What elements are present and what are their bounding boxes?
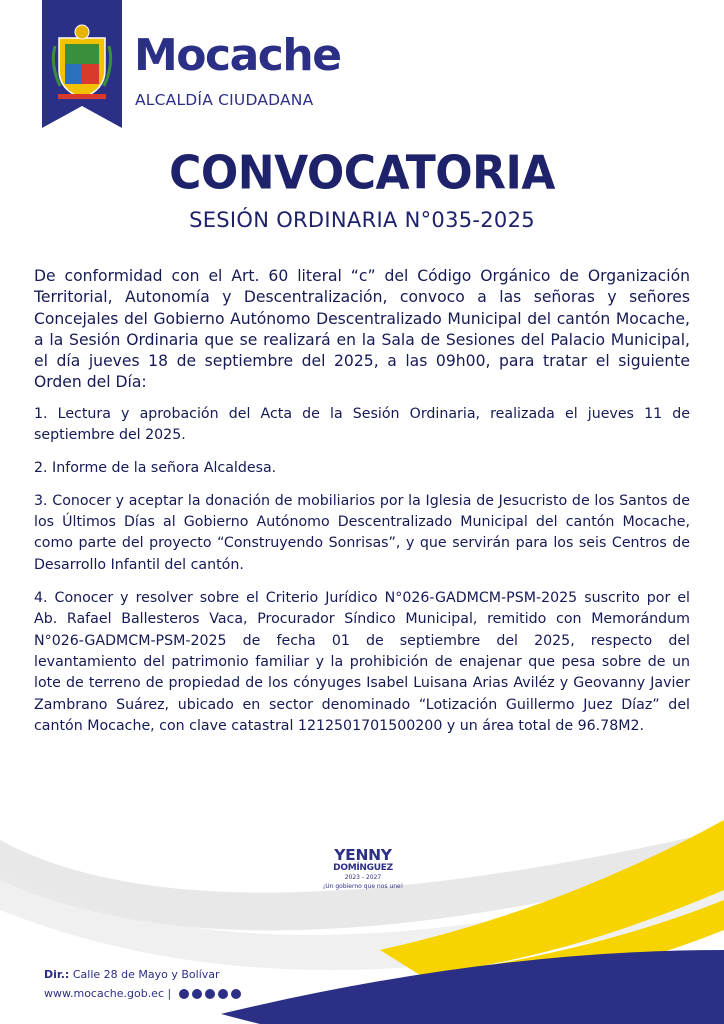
footer-separator: |: [167, 987, 172, 1000]
agenda-item: 4. Conocer y resolver sobre el Criterio Jurídico N°026-GADMCM-PSM-2025 suscrito por el Ab. Rafael Ballesteros Vaca, Procurador Síndico Municipal, remitido con Memorándum N°026-GADMCM-PSM-2025 de fecha 01 de septiembre del 2025, respecto del levantamiento del patrimonio familiar y la prohibición de enajenar que pesa sobre de un lote de terreno de propiedad de los cónyuges Isabel Luisana Arias Aviléz y Geovanny Javier Zambrano Suárez, ubicado en sector denominado “Lotización Guillermo Juez Díaz” del cantón Mocache, con clave catastral 1212501701500200 y un área total de 96.78M2.: [34, 590, 690, 734]
page-title: CONVOCATORIA: [169, 146, 555, 201]
signature-years: 2023 - 2027: [344, 874, 382, 881]
session-subtitle: SESIÓN ORDINARIA N°035-2025: [189, 208, 535, 232]
agenda-item: 2. Informe de la señora Alcaldesa.: [34, 459, 277, 476]
signature-surname: DOMÍNGUEZ: [333, 863, 393, 873]
intro-paragraph: De conformidad con el Art. 60 literal “c” del Código Orgánico de Organización Territorial, Autonomía y Descentralización, convoco a las señoras y señores Concejales del Gobierno Autónomo Descentralizado Municipal del cantón Mocache, a la Sesión Ordinaria que se realizará en la Sala de Sesiones del Palacio Municipal, el día jueves 18 de septiembre del 2025, a las 09h00, para tratar el siguiente Orden del Día:: [34, 267, 690, 392]
agenda-item: 3. Conocer y aceptar la donación de mobiliarios por la Iglesia de Jesucristo de los Santos de los Últimos Días al Gobierno Autónomo Descentralizado Municipal del cantón Mocache, como parte del proyecto “Construyendo Sonrisas”, y que servirán para los seis Centros de Desarrollo Infantil del cantón.: [34, 492, 690, 573]
footer-web: [44, 987, 241, 1000]
tiktok-icon[interactable]: [218, 989, 228, 999]
globe-icon[interactable]: [231, 989, 241, 999]
footer-address: [44, 968, 220, 981]
whatsapp-icon[interactable]: [192, 989, 202, 999]
instagram-icon[interactable]: [205, 989, 215, 999]
agenda-list: [34, 404, 690, 749]
agenda-item: 1. Lectura y aprobación del Acta de la Sesión Ordinaria, realizada el jueves 11 de septiembre del 2025.: [34, 406, 690, 444]
facebook-icon[interactable]: [179, 989, 189, 999]
brand-subtitle: ALCALDÍA CIUDADANA: [135, 91, 314, 109]
address-label: Dir.:: [44, 968, 70, 981]
signature-name: YENNY: [334, 846, 392, 864]
header-ribbon: [42, 0, 122, 128]
signature-logo: [318, 848, 408, 890]
website-link[interactable]: www.mocache.gob.ec: [44, 987, 165, 1000]
intro-section: [34, 266, 690, 394]
address-text: Calle 28 de Mayo y Bolívar: [72, 968, 220, 981]
signature-slogan: ¡Un gobierno que nos une!: [322, 883, 404, 890]
brand-name: Mocache: [134, 30, 341, 81]
